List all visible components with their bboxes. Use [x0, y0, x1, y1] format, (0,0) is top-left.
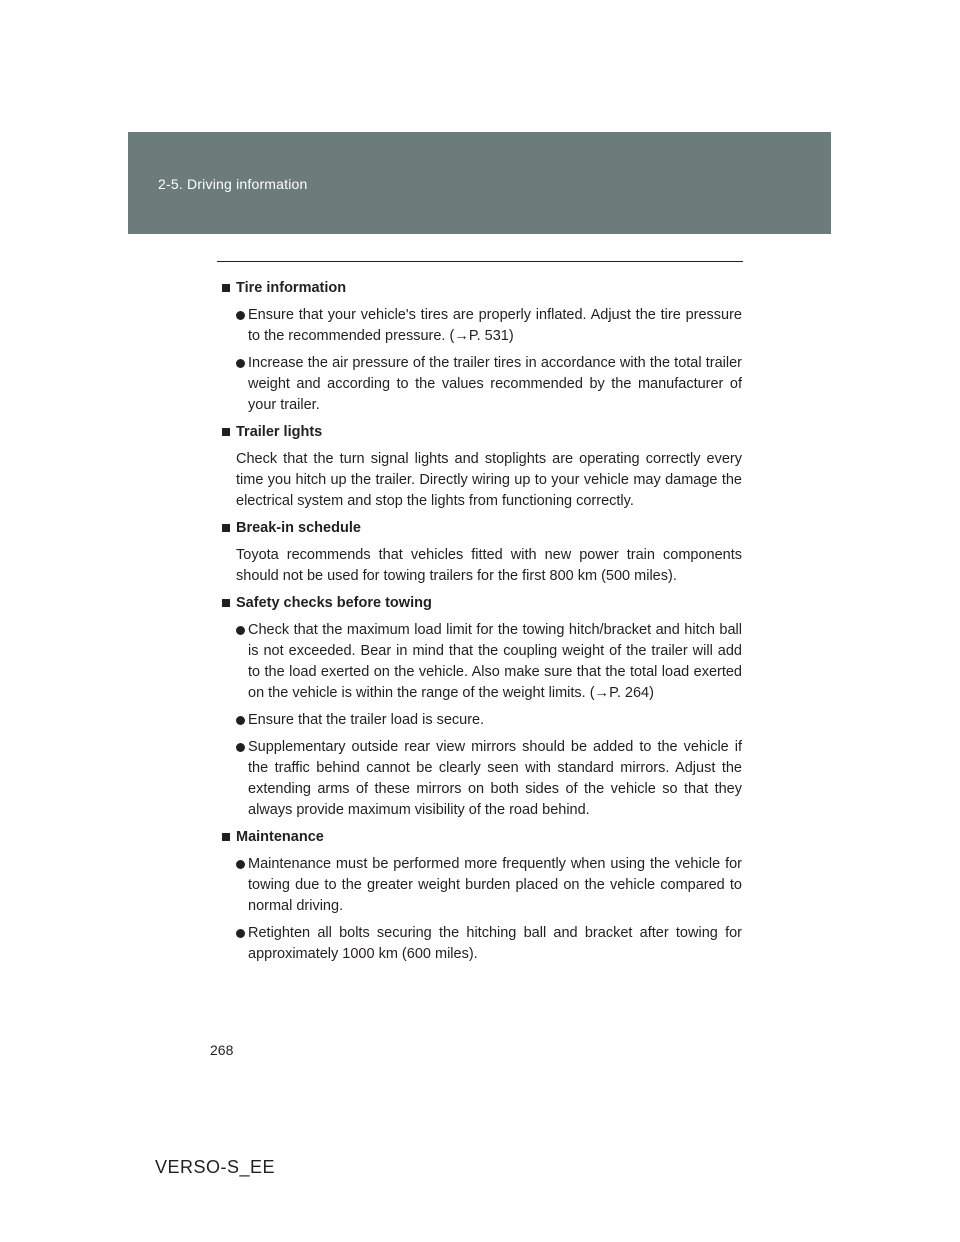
section-heading: 2-5. Driving information [158, 176, 308, 192]
list-item [222, 710, 742, 731]
section-title [222, 278, 742, 299]
section-title [222, 593, 742, 614]
section-maintenance [222, 827, 742, 965]
section-break-in-schedule [222, 518, 742, 587]
list-item [222, 305, 742, 347]
section-tire-information [222, 278, 742, 416]
list-item [222, 737, 742, 821]
square-bullet-icon [222, 599, 230, 607]
section-title-text: Maintenance [236, 829, 324, 845]
list-item-text: Maintenance must be performed more frequently when using the vehicle for towing due to the greater weight burden placed on the vehicle compared to normal driving. [248, 856, 742, 914]
square-bullet-icon [222, 524, 230, 532]
paragraph: Toyota recommends that vehicles fitted with new power train components should not be used for towing trailers for the first 800 km (500 miles). [236, 547, 742, 584]
list-item [222, 353, 742, 416]
section-title [222, 827, 742, 848]
circle-bullet-icon [236, 716, 245, 725]
circle-bullet-icon [236, 359, 245, 368]
header-band [128, 132, 831, 234]
circle-bullet-icon [236, 860, 245, 869]
paragraph: Check that the turn signal lights and stoplights are operating correctly every time you hitch up the trailer. Directly wiring up to your vehicle may damage the electrical system and stop the lights from functioning correctly. [236, 451, 742, 509]
square-bullet-icon [222, 833, 230, 841]
circle-bullet-icon [236, 311, 245, 320]
section-trailer-lights [222, 422, 742, 512]
list-item [222, 620, 742, 704]
list-item [222, 854, 742, 917]
divider-rule [217, 261, 743, 262]
section-safety-checks [222, 593, 742, 821]
list-item-text: Ensure that your vehicle's tires are properly inflated. Adjust the tire pressure to the recommended pressure. (→P. 531) [248, 307, 742, 344]
list-item-text: Check that the maximum load limit for the towing hitch/bracket and hitch ball is not exceeded. Bear in mind that the coupling weight of the trailer will add to the load exerted on the vehicle. Also make sure that the total load exerted on the vehicle is within the range of the weight limits. (→P. 264) [248, 622, 742, 701]
circle-bullet-icon [236, 626, 245, 635]
section-title [222, 518, 742, 539]
section-title-text: Break-in schedule [236, 520, 361, 536]
square-bullet-icon [222, 428, 230, 436]
section-title-text: Tire information [236, 280, 347, 296]
list-item-text: Retighten all bolts securing the hitching ball and bracket after towing for approximately 1000 km (600 miles). [248, 925, 742, 962]
section-title [222, 422, 742, 443]
circle-bullet-icon [236, 743, 245, 752]
list-item [222, 923, 742, 965]
content-body [222, 278, 742, 971]
page-number: 268 [210, 1042, 234, 1058]
model-code: VERSO-S_EE [155, 1157, 276, 1177]
list-item-text: Supplementary outside rear view mirrors should be added to the vehicle if the traffic behind cannot be clearly seen with standard mirrors. Adjust the extending arms of these mirrors on both sides of the vehicle so that they always provide maximum visibility of the road behind. [248, 739, 742, 818]
section-title-text: Safety checks before towing [236, 595, 432, 611]
section-title-text: Trailer lights [236, 424, 323, 440]
square-bullet-icon [222, 284, 230, 292]
list-item-text: Increase the air pressure of the trailer tires in accordance with the total trailer weight and according to the values recommended by the manufacturer of your trailer. [248, 355, 742, 413]
circle-bullet-icon [236, 929, 245, 938]
list-item-text: Ensure that the trailer load is secure. [248, 712, 485, 728]
